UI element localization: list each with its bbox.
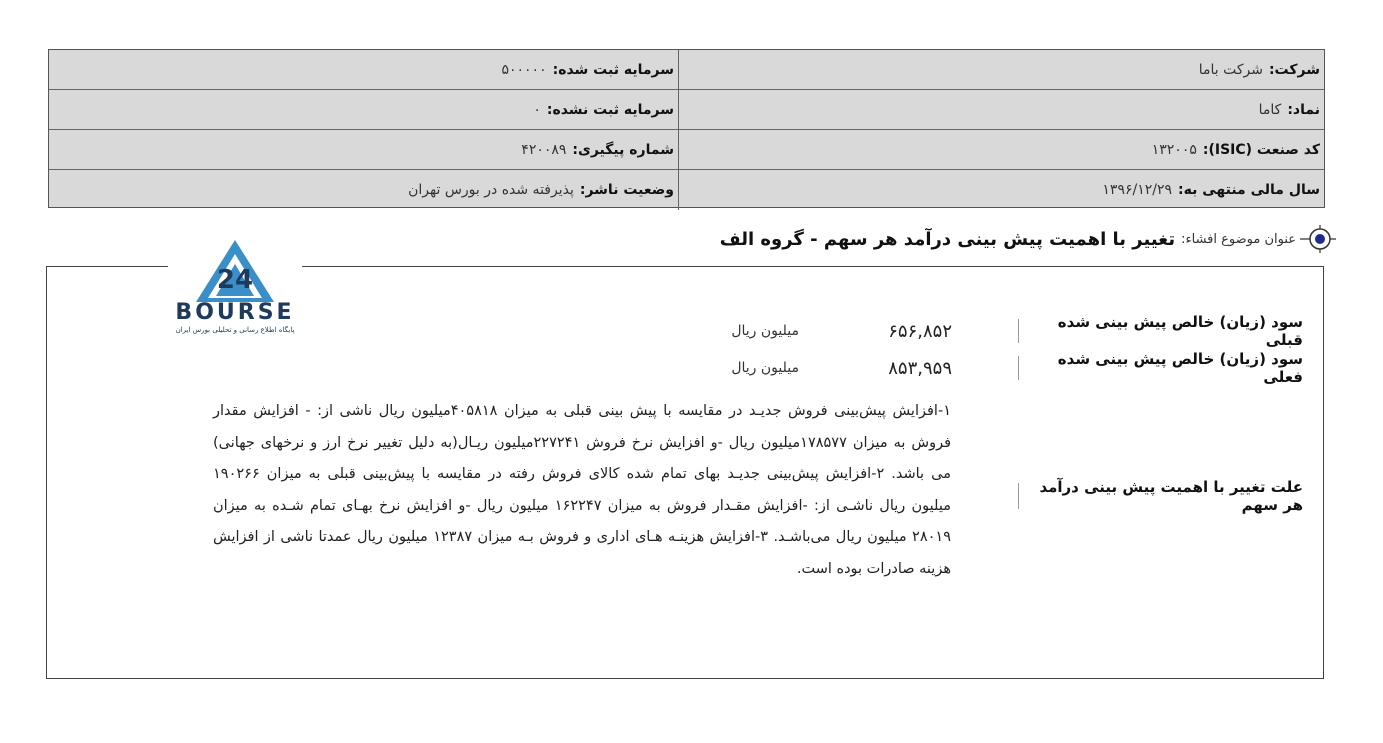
bourse-logo [168,236,302,340]
info-row [49,50,1324,90]
current-forecast-row [731,350,1303,386]
info-row [49,90,1324,130]
field-value: ۸۵۳,۹۵۹ [888,357,952,379]
disclosure-subject [720,224,1336,254]
publisher-status-cell [48,170,679,210]
logo-title: BOURSE [175,300,295,325]
fiscal-year-label: سال مالی منتهی به: [1178,182,1320,198]
unregistered-capital-cell [48,90,679,129]
publisher-status-value: پذیرفته شده در بورس تهران [408,182,574,198]
divider [301,266,1324,267]
divider [46,266,170,267]
symbol-cell [679,90,1324,129]
unregistered-capital-label: سرمایه ثبت نشده: [546,101,674,118]
company-label: شرکت: [1268,61,1320,78]
field-unit: میلیون ریال [731,323,799,339]
logo-subtitle: پایگاه اطلاع رسانی و تحلیلی بورس ایران [175,326,295,334]
symbol-label: نماد: [1287,101,1320,118]
isic-value: ۱۳۲۰۰۵ [1151,141,1197,158]
svg-text:24: 24 [216,265,254,295]
fiscal-year-cell [679,170,1324,210]
symbol-value: کاما [1258,101,1282,118]
info-row [49,170,1324,210]
logo-mark-icon [168,236,302,304]
publisher-status-label: وضعیت ناشر: [579,182,674,198]
field-label: سود (زیان) خالص پیش بینی شده قبلی [1018,319,1303,343]
info-row [49,130,1324,170]
target-icon [1300,224,1336,254]
field-label: سود (زیان) خالص پیش بینی شده فعلی [1018,356,1303,380]
reason-text: ۱-افزایش پیش‌بینی فروش جدیـد در مقایسه با پیش بینی قبلی به میزان ۴۰۵۸۱۸میلیون ریال ناشی از: - افزایش مقدار فروش به میزان ۱۷۸۵۷۷میلیون ریال -و افزایش نرخ فروش ۲۲۷۲۴۱میلیون ریـال(به دلیل تغییر نرخ ارز و نرخهای جهانی) می باشد. ۲-افزایش پیش‌بینی جدیـد بهای تمام شده کالای فروش رفته در مقایسه با پیش‌بینی قبلی به میزان ۱۹۰۲۶۶ میلیون ریال ناشـی از: -افزایش مقـدار فروش به میزان ۱۶۲۲۴۷ میلیون ریال -و افزایش نرخ بهـای تمام شـده به میزان ۲۸۰۱۹ میلیون ریال می‌باشـد. ۳-افزایش هزینـه هـای اداری و فروش بـه میزان ۱۲۳۸۷ میلیون ریال عمدتا ناشی از افزایش هزینه صادرات بوده است. [213,403,951,577]
registered-capital-label: سرمایه ثبت شده: [552,61,674,78]
tracking-number-cell [48,130,679,169]
company-cell [679,50,1324,89]
tracking-number-value: ۴۲۰۰۸۹ [521,141,567,158]
fiscal-year-value: ۱۳۹۶/۱۲/۲۹ [1102,182,1172,198]
unregistered-capital-value: ۰ [533,101,541,118]
previous-forecast-row [731,313,1303,349]
field-unit: میلیون ریال [731,360,799,376]
reason-label: علت تغییر با اهمیت پیش بینی درآمد هر سهم [1018,483,1303,509]
isic-cell [679,130,1324,169]
isic-label: کد صنعت (ISIC): [1202,141,1320,158]
registered-capital-value: ۵۰۰۰۰۰ [501,61,547,78]
company-value: شرکت باما [1198,61,1263,78]
tracking-number-label: شماره پیگیری: [572,141,674,158]
subject-title: تغییر با اهمیت پیش بینی درآمد هر سهم - گروه الف [719,228,1176,250]
field-value: ۶۵۶,۸۵۲ [888,320,952,342]
registered-capital-cell [48,50,679,89]
company-info-table [48,49,1325,208]
subject-label: عنوان موضوع افشاء: [1181,231,1296,247]
